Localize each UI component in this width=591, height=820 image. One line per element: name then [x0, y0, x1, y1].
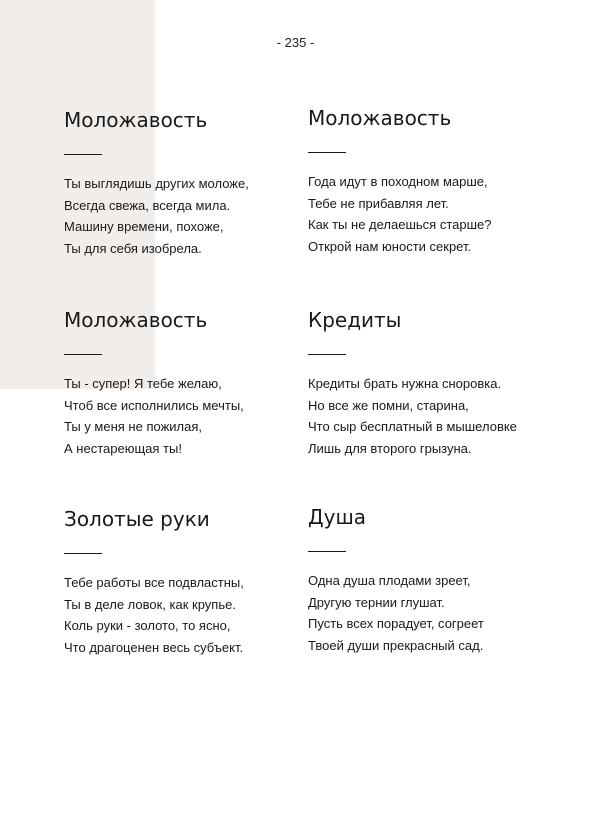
- poem-line: Чтоб все исполнились мечты,: [64, 397, 244, 413]
- poem-line: Машину времени, похоже,: [64, 219, 224, 234]
- poem-stanza: [64, 572, 324, 658]
- poem-line: Года идут в походном марше,: [308, 174, 488, 189]
- title-divider: [64, 154, 102, 155]
- poem-stanza: [308, 570, 568, 656]
- title-divider: [308, 354, 346, 355]
- poem-title: Моложавость: [64, 108, 208, 132]
- poem: [64, 308, 324, 459]
- poem-line: Как ты не делаешься старше?: [308, 217, 492, 232]
- poem: [64, 108, 324, 259]
- title-divider: [64, 553, 102, 554]
- title-divider: [64, 354, 102, 355]
- poem-line: Одна душа плодами зреет,: [308, 573, 471, 588]
- poem-stanza: [64, 373, 324, 459]
- poem-stanza: [308, 171, 568, 257]
- poem: [64, 507, 324, 658]
- poem-line: Ты - супер! Я тебе желаю,: [64, 376, 222, 391]
- title-divider: [308, 152, 346, 153]
- poem-line: А нестареющая ты!: [64, 440, 182, 456]
- poem-title: Моложавость: [308, 106, 452, 130]
- poem-line: Кредиты брать нужна сноровка.: [308, 376, 502, 391]
- poem-line: Что драгоценен весь субъект.: [64, 639, 244, 655]
- poem-line: Тебе работы все подвластны,: [64, 575, 244, 590]
- poem-line: Пусть всех порадует, согреет: [308, 616, 484, 631]
- poem-line: Всегда свежа, всегда мила.: [64, 197, 231, 213]
- poem-line: Твоей души прекрасный сад.: [308, 637, 484, 653]
- page-number: - 235 -: [276, 35, 315, 50]
- poem-line: Открой нам юности секрет.: [308, 238, 472, 254]
- poem-line: Ты у меня не пожилая,: [64, 419, 203, 434]
- poem-title: Моложавость: [64, 308, 208, 332]
- poem-line: Тебе не прибавляя лет.: [308, 195, 449, 211]
- poem-stanza: [308, 373, 568, 459]
- poem-line: Другую тернии глушат.: [308, 594, 445, 610]
- poem-line: Ты в деле ловок, как крупье.: [64, 596, 236, 612]
- poem-stanza: [64, 173, 324, 259]
- poem-line: Ты выглядишь других моложе,: [64, 176, 249, 191]
- poem-title: Душа: [308, 505, 367, 529]
- poem-line: Что сыр бесплатный в мышеловке: [308, 419, 517, 434]
- poem-title: Кредиты: [308, 308, 402, 332]
- poem-line: Но все же помни, старина,: [308, 397, 469, 413]
- poem: [308, 308, 568, 459]
- poem-line: Коль руки - золото, то ясно,: [64, 618, 231, 633]
- poem: [308, 106, 568, 257]
- poem-line: Лишь для второго грызуна.: [308, 440, 472, 456]
- poem-title: Золотые руки: [64, 507, 210, 531]
- poem-line: Ты для себя изобрела.: [64, 240, 202, 256]
- title-divider: [308, 551, 346, 552]
- poem: [308, 505, 568, 656]
